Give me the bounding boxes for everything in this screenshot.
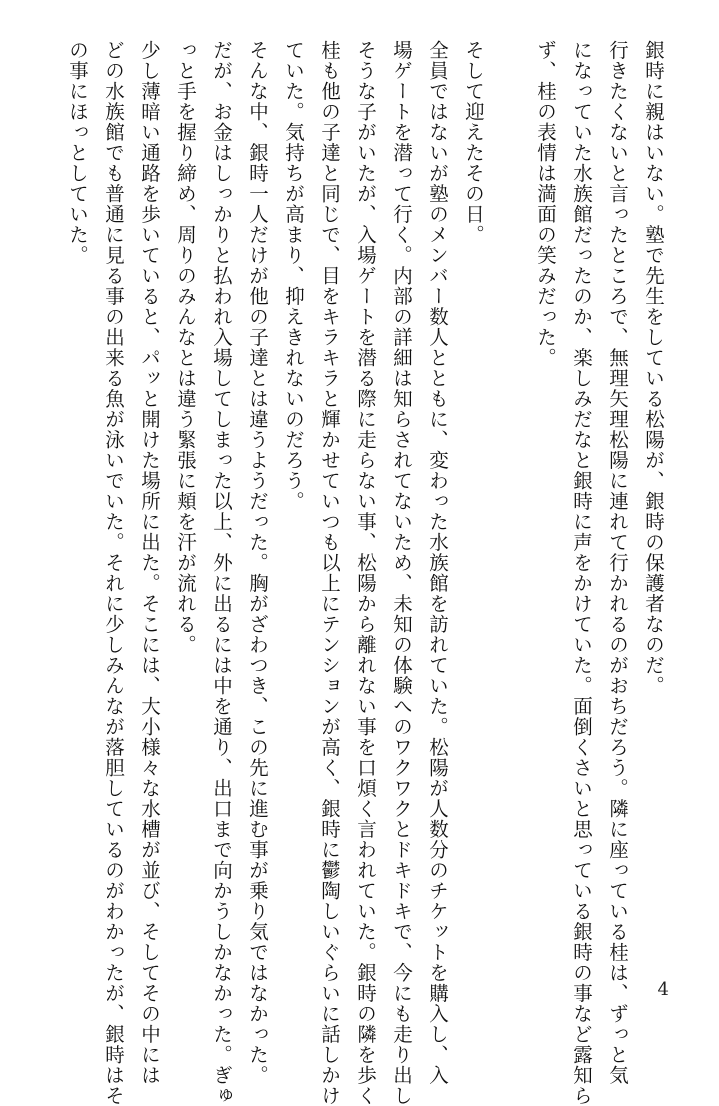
text-line-12: そんな中、銀時一人だけが他の子達とは違うようだった。胸がざわつき、この先に進む事が乗り気ではなかった。 [246,40,269,1086]
text-line-15: 少し薄暗い通路を歩いていると、パッと開けた場所に出た。そこには、大小様々な水槽が並び、そしてその中には [138,40,161,1086]
text-line-9: そうな子がいたが、入場ゲートを潜る際に走らない事、松陽から離れない事を口煩く言われていた。銀時の隣を歩く [354,40,377,1106]
text-line-14: っと手を握り締め、周りのみんなとは違う緊張に頬を汗が流れる。 [174,40,197,655]
text-line-2: 行きたくないと言ったところで、無理矢理松陽に連れて行かれるのがおちだろう。隣に座っている桂は、ずっと気 [606,40,629,1086]
text-line-13: だが、お金はしっかりと払われ入場してしまった以上、外に出るには中を通り、出口まで向かうしかなかった。ぎゅ [210,40,233,1106]
text-line-4: ず、桂の表情は満面の笑みだった。 [534,40,557,368]
text-line-7: 全員ではないが塾のメンバー数人とともに、変わった水族館を訪れていた。松陽が人数分のチケットを購入し、入 [426,40,449,1086]
text-line-1: 銀時に親はいない。塾で先生をしている松陽が、銀時の保護者なのだ。 [642,40,665,696]
text-line-11: ていた。気持ちが高まり、抑えきれないのだろう。 [282,40,305,512]
vertical-text-body [59,40,671,1106]
paragraph-gap [491,40,527,990]
text-line-10: 桂も他の子達と同じで、目をキラキラと輝かせていつも以上にテンションが高く、銀時に鬱陶しいぐらいに話しかけ [318,40,341,1106]
text-line-16: どの水族館でも普通に見る事の出来る魚が泳いでいた。それに少しみんなが落胆しているのがわかったが、銀時はそ [102,40,125,1106]
text-line-3: になっていた水族館だったのか、楽しみだなと銀時に声をかけていた。面倒くさいと思っている銀時の事など露知ら [570,40,593,1106]
text-line-6: そして迎えたその日。 [462,40,485,245]
text-line-8: 場ゲートを潜って行く。内部の詳細は知らされてないため、未知の体験へのワクワクとドキドキで、今にも走り出し [390,40,413,1106]
text-line-17: の事にほっとしていた。 [66,40,89,266]
page-number: 4 [657,979,669,1000]
